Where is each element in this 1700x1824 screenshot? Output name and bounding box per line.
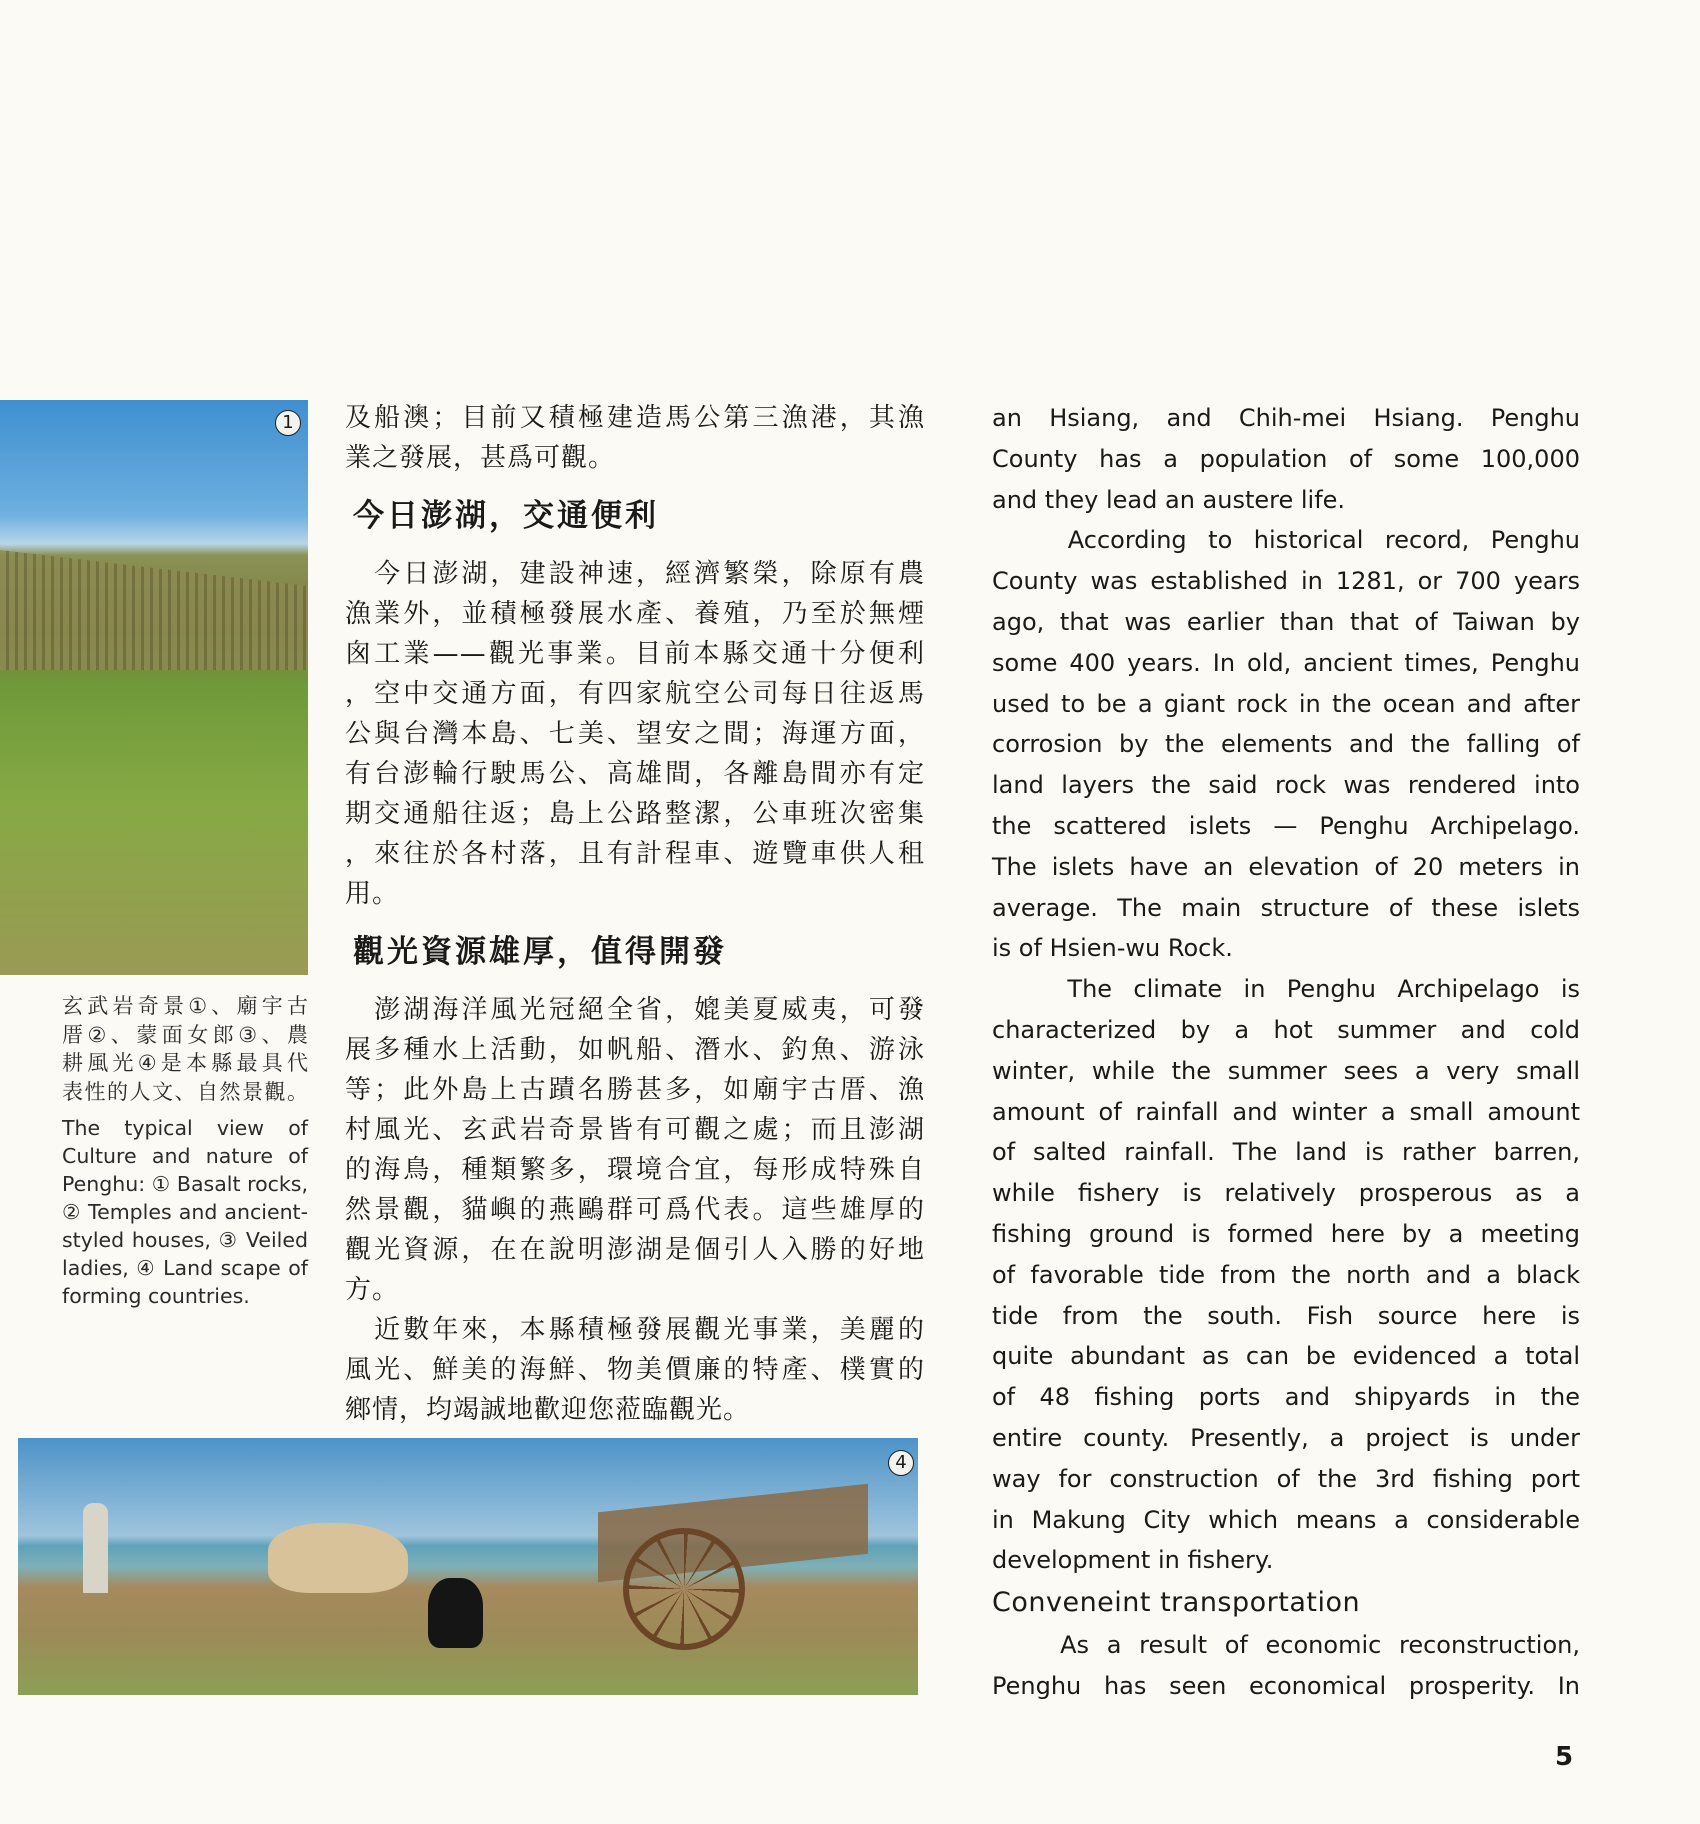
ox [268, 1523, 408, 1593]
text-line: 期交通船往返；島上公路整潔，公車班次密集 [345, 799, 925, 829]
text-line: ，空中交通方面，有四家航空公司每日往返馬 [345, 679, 925, 709]
caption-english: The typical view of Culture and nature of Penghu: ① Basalt rocks, ② Temples and ancient-styled houses, ③ Veiled ladies, ④ Land scape of forming countries. [62, 1116, 308, 1308]
chinese-text-column [345, 398, 925, 1430]
text-line: 業之發展，甚爲可觀。 [345, 443, 616, 473]
text-line: is of Hsien-wu Rock. [992, 934, 1233, 963]
text-line: 公與台灣本島、七美、望安之間；海運方面， [345, 719, 925, 749]
heading-transportation-zh: 今日澎湖，交通便利 [353, 498, 659, 534]
text-line: ago, that was earlier than that of Taiwan by [992, 607, 1580, 636]
text-line: As a result of economic reconstruction, [992, 1631, 1580, 1660]
intro-paragraph [345, 398, 925, 478]
text-line: while fishery is relatively prosperous as a [992, 1179, 1580, 1208]
text-line: 厝②、蒙面女郎③、農 [62, 1022, 308, 1047]
text-line: of favorable tide from the north and a black [992, 1260, 1580, 1289]
text-line: 方。 [345, 1275, 400, 1305]
text-line: fishing ground is formed here by a meeting [992, 1219, 1580, 1248]
text-line: ，來往於各村落，且有計程車、遊覽車供人租 [345, 839, 925, 869]
text-line: some 400 years. In old, ancient times, Penghu [992, 648, 1580, 677]
text-line: 澎湖海洋風光冠絕全省，媲美夏威夷，可發 [345, 995, 925, 1025]
caption-chinese [62, 992, 308, 1106]
english-text-column [992, 398, 1580, 1707]
text-line: characterized by a hot summer and cold [992, 1015, 1580, 1044]
text-line: corrosion by the elements and the falling of [992, 730, 1580, 759]
transportation-paragraph-zh [345, 554, 925, 914]
text-line: 鄉情，均竭誠地歡迎您蒞臨觀光。 [345, 1395, 751, 1425]
text-line: The climate in Penghu Archipelago is [992, 975, 1580, 1004]
heading-tourism-zh: 觀光資源雄厚，值得開發 [353, 934, 727, 970]
text-line: Penghu has seen economical prosperity. In [992, 1671, 1580, 1700]
dog [428, 1578, 483, 1648]
text-line: development in fishery. [992, 1546, 1274, 1575]
page-number: 5 [1555, 1742, 1574, 1772]
heading-transportation-en: Conveneint transportation [992, 1587, 1361, 1619]
text-line: 有台澎輪行駛馬公、高雄間，各離島間亦有定 [345, 759, 925, 789]
tourism-paragraph-zh [345, 990, 925, 1310]
text-line: 等；此外島上古蹟名勝甚多，如廟宇古厝、漁 [345, 1075, 925, 1105]
text-line: entire county. Presently, a project is under [992, 1423, 1580, 1452]
photo-marker-1: 1 [275, 410, 301, 436]
farmer [83, 1503, 108, 1593]
text-line: According to historical record, Penghu [992, 526, 1580, 555]
text-line: in Makung City which means a considerable [992, 1505, 1580, 1534]
text-line: average. The main structure of these islets [992, 893, 1580, 922]
text-line: The islets have an elevation of 20 meters in [992, 852, 1580, 881]
text-line: 然景觀，貓嶼的燕鷗群可爲代表。這些雄厚的 [345, 1195, 925, 1225]
text-line: 的海鳥，種類繁多，環境合宜，每形成特殊自 [345, 1155, 925, 1185]
text-line: 展多種水上活動，如帆船、潛水、釣魚、游泳 [345, 1035, 925, 1065]
farming-landscape-photo [18, 1438, 918, 1695]
text-line: an Hsiang, and Chih-mei Hsiang. Penghu [992, 404, 1580, 432]
text-line: way for construction of the 3rd fishing port [992, 1464, 1580, 1493]
text-line: quite abundant as can be evidenced a total [992, 1342, 1580, 1371]
photo-marker-4: 4 [888, 1450, 914, 1476]
text-line: 及船澳；目前又積極建造馬公第三漁港，其漁 [345, 403, 925, 433]
cart-wheel [623, 1528, 745, 1650]
text-line: 玄武岩奇景①、廟宇古 [62, 994, 308, 1018]
text-line: land layers the said rock was rendered into [992, 771, 1580, 800]
text-line: the scattered islets — Penghu Archipelago. [992, 811, 1580, 840]
photo-caption [62, 992, 308, 1310]
text-line: used to be a giant rock in the ocean and after [992, 689, 1580, 718]
text-line: 漁業外，並積極發展水產、養殖，乃至於無煙 [345, 599, 925, 629]
welcome-paragraph-zh [345, 1310, 925, 1430]
text-line: winter, while the summer sees a very small [992, 1056, 1580, 1085]
text-line: 囪工業——觀光事業。目前本縣交通十分便利 [345, 639, 925, 669]
text-line: amount of rainfall and winter a small amount [992, 1097, 1580, 1126]
basalt-cliff [0, 550, 308, 670]
transportation-paragraph-en [992, 1625, 1580, 1707]
text-line: 觀光資源，在在說明澎湖是個引人入勝的好地 [345, 1235, 925, 1265]
text-line: of 48 fishing ports and shipyards in the [992, 1383, 1580, 1412]
text-line: 用。 [345, 879, 400, 909]
text-line: County has a population of some 100,000 [992, 444, 1580, 473]
text-line: 風光、鮮美的海鮮、物美價廉的特產、樸實的 [345, 1355, 925, 1385]
text-line: tide from the south. Fish source here is [992, 1301, 1580, 1330]
text-line: and they lead an austere life. [992, 485, 1346, 514]
text-line: 村風光、玄武岩奇景皆有可觀之處；而且澎湖 [345, 1115, 925, 1145]
english-body [992, 398, 1580, 1581]
text-line: 耕風光④是本縣最具代 [62, 1051, 308, 1075]
text-line: 近數年來，本縣積極發展觀光事業，美麗的 [345, 1315, 925, 1345]
text-line: County was established in 1281, or 700 years [992, 567, 1580, 596]
text-line: of salted rainfall. The land is rather barren, [992, 1138, 1580, 1167]
basalt-rock-photo [0, 400, 308, 975]
text-line: 今日澎湖，建設神速，經濟繁榮，除原有農 [345, 559, 925, 589]
text-line: 表性的人文、自然景觀。 [62, 1079, 308, 1104]
